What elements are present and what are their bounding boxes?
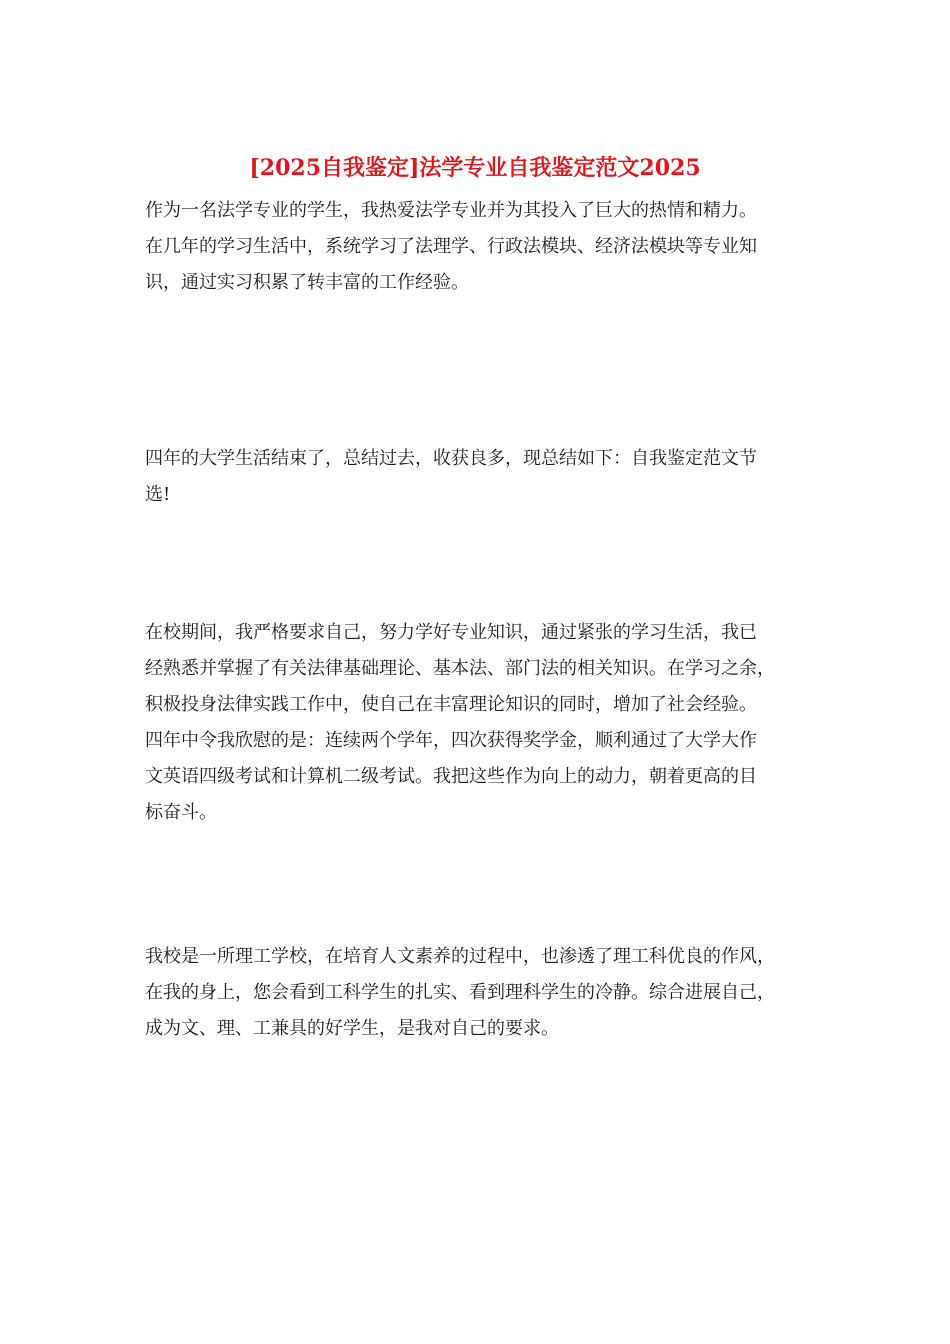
paragraph-line: 作为一名法学专业的学生，我热爱法学专业并为其投入了巨大的热情和精力。 [145,200,757,221]
paragraph-line: 识，通过实习积累了转丰富的工作经验。 [145,272,469,293]
paragraph-line: 经熟悉并掌握了有关法律基础理论、基本法、部门法的相关知识。在学习之余， [145,658,775,679]
paragraph-line: 四年中令我欣慰的是：连续两个学年，四次获得奖学金，顺利通过了大学大作 [145,730,757,751]
paragraph-line: 四年的大学生活结束了，总结过去，收获良多，现总结如下：自我鉴定范文节 [145,448,757,469]
paragraph-line: 标奋斗。 [145,802,217,823]
paragraph-line: 成为文、理、工兼具的好学生，是我对自己的要求。 [145,1018,559,1039]
paragraph-line: 选! [145,484,171,505]
document-title: [2025自我鉴定]法学专业自我鉴定范文2025 [249,155,701,181]
paragraph-line: 在我的身上，您会看到工科学生的扎实、看到理科学生的冷静。综合进展自己， [145,982,775,1003]
paragraph-line: 在几年的学习生活中，系统学习了法理学、行政法模块、经济法模块等专业知 [145,236,757,257]
paragraph-line: 文英语四级考试和计算机二级考试。我把这些作为向上的动力，朝着更高的目 [145,766,757,787]
paragraph-line: 积极投身法律实践工作中，使自己在丰富理论知识的同时，增加了社会经验。 [145,694,757,715]
paragraph-line: 我校是一所理工学校，在培育人文素养的过程中，也渗透了理工科优良的作风， [145,946,775,967]
paragraph-line: 在校期间，我严格要求自己，努力学好专业知识，通过紧张的学习生活，我已 [145,622,757,643]
